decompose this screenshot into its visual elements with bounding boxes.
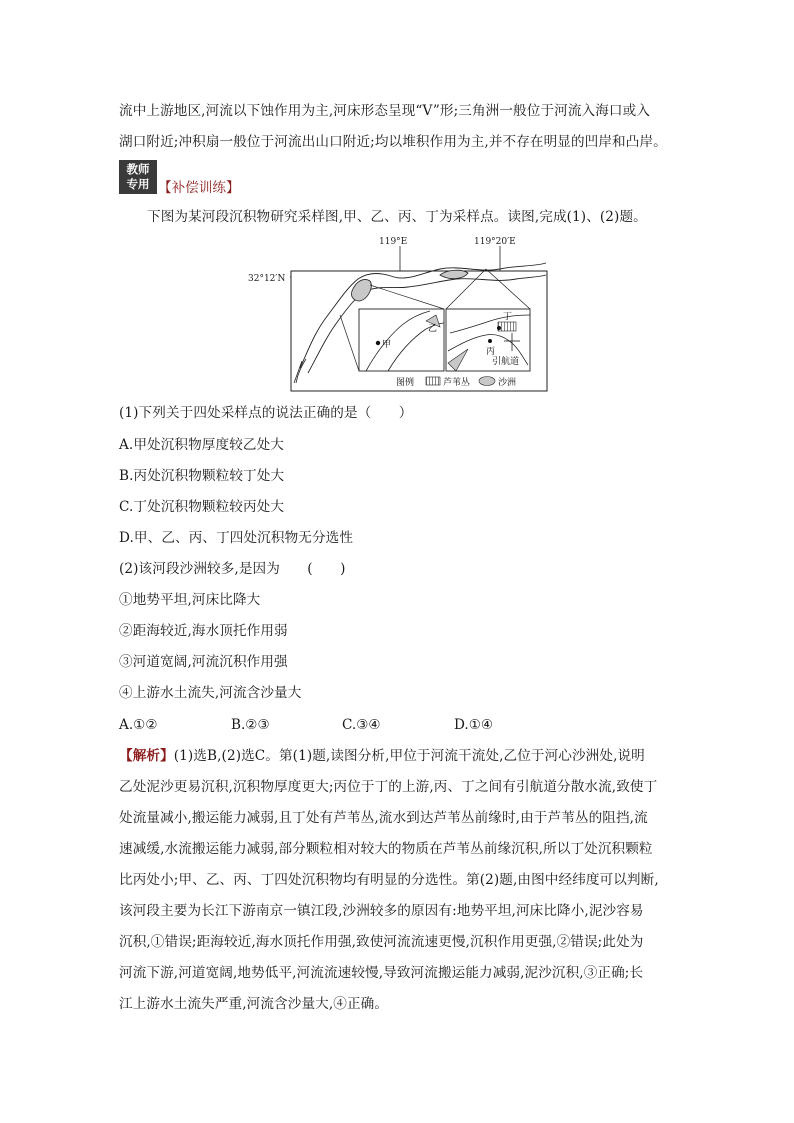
q2-item-3: ③河道宽阔,河流沉积作用强 xyxy=(119,654,288,670)
analysis-line-2: 乙处泥沙更易沉积,沉积物厚度更大;丙位于丁的上游,丙、丁之间有引航道分散水流,致使丁 xyxy=(119,779,658,795)
q1-option-a: A.甲处沉积物厚度较乙处大 xyxy=(119,437,284,453)
point-bing-marker xyxy=(488,339,492,343)
analysis-line-7: 沉积,①错误;距海较近,海水顶托作用强,致使河流流速更慢,沉积作用更强,②错误;此处为 xyxy=(119,934,644,950)
analysis-line-1 xyxy=(119,746,645,766)
q2-item-2: ②距海较近,海水顶托作用弱 xyxy=(119,623,288,639)
analysis-line-8: 河流下游,河道宽阔,地势低平,河流流速较慢,导致河流搬运能力减弱,泥沙沉积,③正确;长 xyxy=(119,965,644,981)
inset2-reed xyxy=(498,322,516,331)
analysis-text-1: (1)选B,(2)选C。第(1)题,读图分析,甲位于河流干流处,乙位于河心沙洲处,说明 xyxy=(173,748,645,764)
section-title: 【补偿训练】 xyxy=(158,180,240,196)
point-ding-marker xyxy=(497,326,501,330)
q1-option-d: D.甲、乙、丙、丁四处沉积物无分选性 xyxy=(119,530,354,546)
q2-item-4: ④上游水土流失,河流含沙量大 xyxy=(119,685,302,701)
lon-label-2: 119°20′E xyxy=(474,237,516,247)
point-ding-label: 丁 xyxy=(503,312,513,322)
legend-sandbar-swatch xyxy=(479,377,495,386)
point-jia-label: 甲 xyxy=(382,340,392,350)
lon-label-1: 119°E xyxy=(379,237,408,247)
point-bing-label: 丙 xyxy=(486,347,496,357)
q1-option-b: B.丙处沉积物颗粒较丁处大 xyxy=(119,468,285,484)
q2-option-c: C.③④ xyxy=(342,717,381,733)
q1-stem: (1)下列关于四处采样点的说法正确的是（ ） xyxy=(119,405,413,421)
q1-option-c: C.丁处沉积物颗粒较丙处大 xyxy=(119,499,285,515)
analysis-line-6: 该河段主要为长江下游南京一镇江段,沙洲较多的原因有:地势平坦,河床比降小,泥沙容易 xyxy=(119,903,644,919)
sampling-map xyxy=(248,233,548,393)
question-stem: 下图为某河段沉积物研究采样图,甲、乙、丙、丁为采样点。读图,完成(1)、(2)题。 xyxy=(147,209,647,225)
badge-line-1: 教师 xyxy=(126,162,150,176)
legend-reed-swatch xyxy=(426,377,440,385)
q2-option-b: B.②③ xyxy=(231,717,270,733)
point-jia-marker xyxy=(376,341,380,345)
point-yi-label: 乙 xyxy=(428,324,438,334)
teacher-only-badge xyxy=(119,160,157,194)
intro-line-2: 湖口附近;冲积扇一般位于河流出山口附近;均以堆积作用为主,并不存在明显的凹岸和凸岸。 xyxy=(119,134,667,150)
legend-sandbar-label: 沙洲 xyxy=(498,378,517,388)
q2-item-1: ①地势平坦,河床比降大 xyxy=(119,592,261,608)
analysis-line-4: 速减缓,水流搬运能力减弱,部分颗粒相对较大的物质在芦苇丛前缘沉积,所以丁处沉积颗粒 xyxy=(119,841,653,857)
channel-label: 引航道 xyxy=(492,357,520,367)
analysis-label: 【解析】 xyxy=(119,748,174,764)
legend-reed-label: 芦苇丛 xyxy=(443,378,471,388)
analysis-line-9: 江上游水土流失严重,河流含沙量大,④正确。 xyxy=(119,996,389,1012)
intro-line-1: 流中上游地区,河流以下蚀作用为主,河床形态呈现“V”形;三角洲一般位于河流入海口或入 xyxy=(119,103,651,119)
q2-option-a: A.①② xyxy=(119,717,158,733)
legend-title: 图例 xyxy=(396,378,415,388)
q2-option-d: D.①④ xyxy=(454,717,494,733)
lat-label: 32°12′N xyxy=(248,274,286,284)
badge-line-2: 专用 xyxy=(126,177,150,191)
analysis-line-3: 处流量减小,搬运能力减弱,且丁处有芦苇丛,流水到达芦苇丛前缘时,由于芦苇丛的阻挡,流 xyxy=(119,810,648,826)
analysis-line-5: 比丙处小;甲、乙、丙、丁四处沉积物均有明显的分选性。第(2)题,由图中经纬度可以判断, xyxy=(119,872,659,888)
q2-stem: (2)该河段沙洲较多,是因为 ( ) xyxy=(119,561,346,577)
